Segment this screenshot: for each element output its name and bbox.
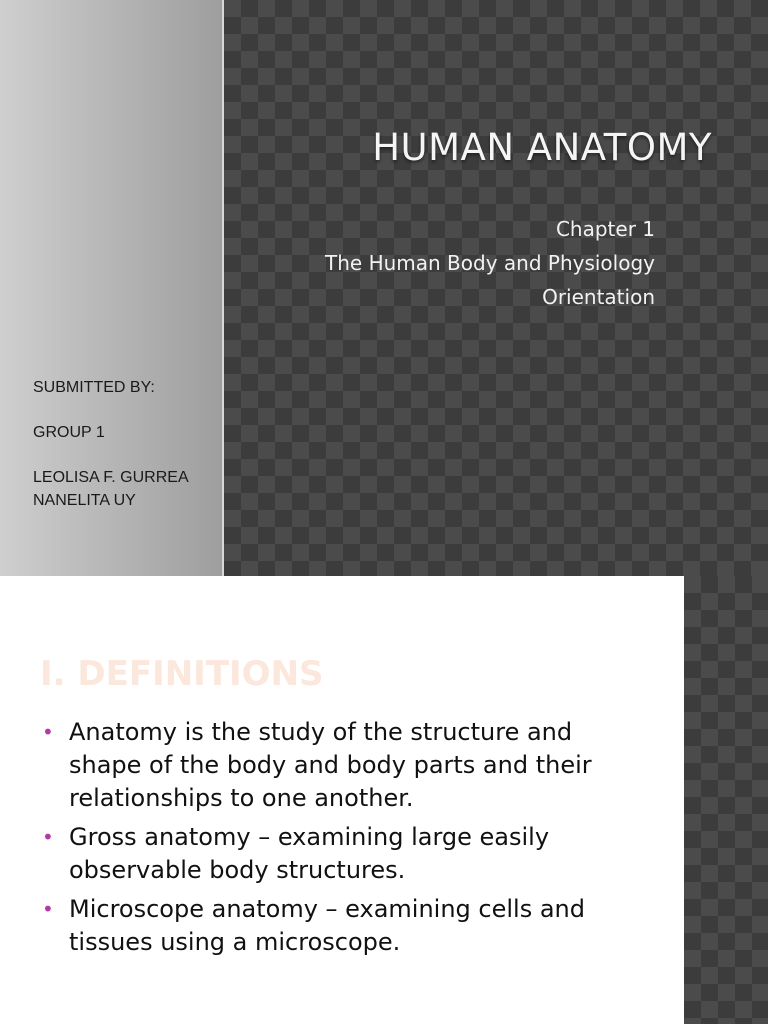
list-item — [40, 893, 640, 959]
slide-side-pattern-strip — [684, 576, 768, 1024]
subtitle-line: Orientation — [542, 285, 655, 309]
group-label: GROUP 1 — [33, 424, 105, 441]
list-item — [40, 821, 640, 887]
author-name: LEOLISA F. GURREA — [33, 469, 189, 486]
definition-list — [40, 716, 640, 965]
list-item-text: Anatomy is the study of the structure and shape of the body and body parts and their relationships to one another. — [69, 718, 592, 812]
subtitle-line: The Human Body and Physiology — [325, 251, 655, 275]
definitions-slide — [0, 576, 768, 1024]
slide-subtitle — [325, 212, 655, 314]
subtitle-line: Chapter 1 — [555, 217, 655, 241]
title-slide-side-panel — [0, 0, 224, 576]
bullet-icon: • — [42, 897, 54, 921]
section-heading: I. DEFINITIONS — [40, 654, 324, 694]
slide-title: HUMAN ANATOMY — [372, 126, 712, 169]
list-item — [40, 716, 640, 815]
list-item-text: Microscope anatomy – examining cells and tissues using a microscope. — [69, 895, 585, 956]
author-name: NANELITA UY — [33, 492, 136, 509]
bullet-icon: • — [42, 720, 54, 744]
credits-block — [33, 376, 189, 512]
list-item-text: Gross anatomy – examining large easily observable body structures. — [69, 823, 550, 884]
bullet-icon: • — [42, 825, 54, 849]
submitted-by-label: SUBMITTED BY: — [33, 379, 155, 396]
